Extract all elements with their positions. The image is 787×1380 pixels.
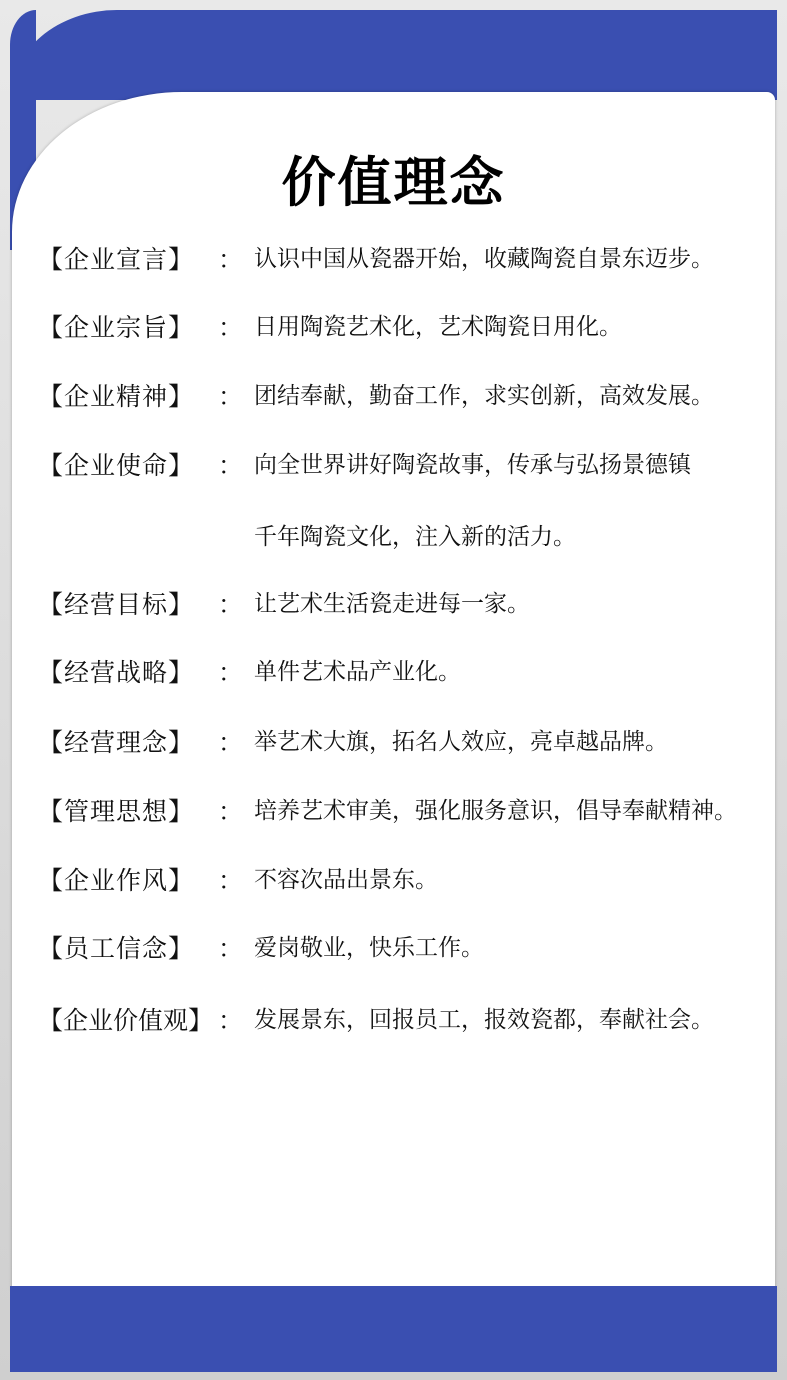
row-colon: ： — [218, 866, 244, 895]
row-label: 【管理思想】 — [38, 797, 195, 826]
row-text: 爱岗敬业，快乐工作。 — [254, 935, 484, 961]
page-title: 价值理念 — [281, 150, 506, 214]
value-row-mission — [0, 446, 787, 486]
row-label: 【企业使命】 — [38, 451, 195, 480]
row-colon: ： — [218, 245, 244, 274]
row-colon: ： — [218, 797, 244, 826]
row-label: 【企业价值观】 — [38, 1006, 214, 1035]
value-row-employee-belief — [0, 929, 787, 969]
row-colon: ： — [218, 728, 244, 757]
row-label: 【企业宣言】 — [38, 245, 195, 274]
row-text: 发展景东，回报员工，报效瓷都，奉献社会。 — [254, 1007, 714, 1033]
row-text: 单件艺术品产业化。 — [254, 659, 461, 685]
row-label: 【企业宗旨】 — [38, 313, 195, 342]
row-text: 不容次品出景东。 — [254, 867, 438, 893]
value-row-spirit — [0, 377, 787, 417]
value-row-style — [0, 861, 787, 901]
value-row-declaration — [0, 240, 787, 280]
row-colon: ： — [218, 382, 244, 411]
row-colon: ： — [218, 934, 244, 963]
value-row-business-philosophy — [0, 723, 787, 763]
value-row-management-thought — [0, 792, 787, 832]
row-colon: ： — [218, 451, 244, 480]
value-row-business-strategy — [0, 653, 787, 693]
row-colon: ： — [218, 313, 244, 342]
row-text: 举艺术大旗，拓名人效应，亮卓越品牌。 — [254, 729, 668, 755]
row-text: 日用陶瓷艺术化，艺术陶瓷日用化。 — [254, 314, 622, 340]
row-label: 【经营理念】 — [38, 728, 195, 757]
value-row-values — [0, 1001, 787, 1041]
value-row-business-goal — [0, 585, 787, 625]
row-text: 认识中国从瓷器开始，收藏陶瓷自景东迈步。 — [254, 246, 714, 272]
row-label: 【经营目标】 — [38, 590, 195, 619]
row-label: 【经营战略】 — [38, 658, 195, 687]
row-label: 【企业精神】 — [38, 382, 195, 411]
row-colon: ： — [218, 1006, 244, 1035]
row-text-continuation: 千年陶瓷文化，注入新的活力。 — [254, 524, 576, 550]
row-text: 团结奉献，勤奋工作，求实创新，高效发展。 — [254, 383, 714, 409]
row-colon: ： — [218, 658, 244, 687]
footer-banner — [10, 1286, 777, 1372]
value-row-purpose — [0, 308, 787, 348]
header-banner — [10, 10, 777, 100]
row-label: 【企业作风】 — [38, 866, 195, 895]
row-text: 培养艺术审美，强化服务意识，倡导奉献精神。 — [254, 798, 737, 824]
row-label: 【员工信念】 — [38, 934, 195, 963]
row-text: 向全世界讲好陶瓷故事，传承与弘扬景德镇 — [254, 452, 691, 478]
row-colon: ： — [218, 590, 244, 619]
row-text: 让艺术生活瓷走进每一家。 — [254, 591, 530, 617]
